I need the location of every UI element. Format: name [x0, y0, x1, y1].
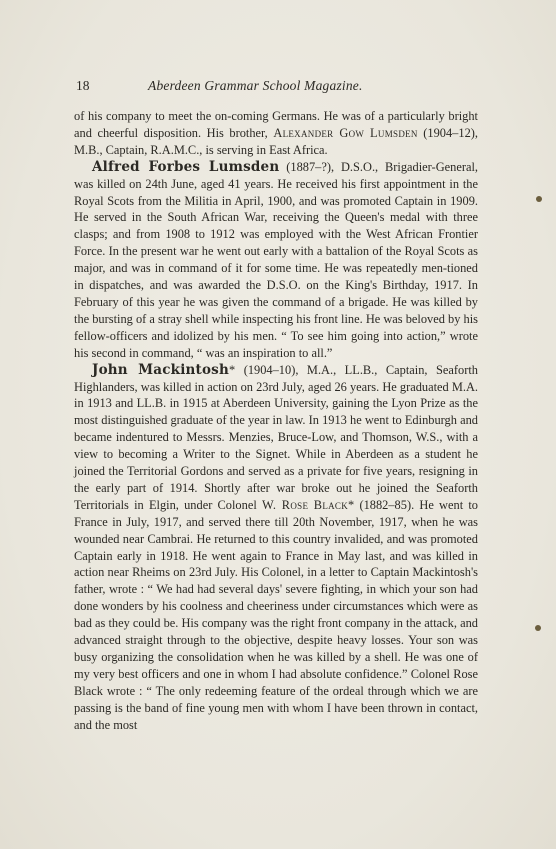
- paragraph-text: * (1904–10), M.A., LL.B., Captain, Seaforth Highlanders, was killed in action on 23rd July, aged 26 years. He graduated M.A. in 1913 and LL.B. in 1915 at Aberdeen University, gaining the Lyon Prize as the most distinguished graduate of the year in law. In 1913 he went to Edinburgh and became indentured to Messrs. Menzies, Bruce-Low, and Thomson, W.S., with a view to becoming a Writer to the Signet. While in Aberdeen as a student he joined the Territorial Gordons and served as a private for five years, resigning in the early part of 1914. Shortly after war broke out he joined the Seaforth Territorials in Elgin, under Colonel: [74, 362, 478, 512]
- page-header: [76, 78, 480, 98]
- person-name: W. Rose Black: [262, 497, 349, 512]
- paragraph-continued: [74, 108, 478, 159]
- entry-name: John Mackintosh: [92, 361, 229, 378]
- paper-speck: [536, 196, 542, 202]
- paper-speck: [535, 625, 541, 631]
- person-name: Alexander Gow Lumsden: [273, 125, 418, 140]
- entry-name: Alfred Forbes Lumsden: [92, 158, 280, 175]
- paragraph-text: * (1882–85). He went to France in July, 1917, and served there till 20th November, 1917, when he was wounded near Cambrai. He returned to this country invalided, and was promoted Captain early in 1918. He went again to France in May last, and was killed in action near Rheims on 23rd July. His Colonel, in a letter to Captain Mackintosh's father, wrote : “ We had had several days' severe fighting, in which your son had done wonders by his coolness and cheeriness under circumstances which were as bad as they could be. His company was the right front company in the attack, and advanced straight through to the objective, despite heavy losses. Your son was busy organizing the consolidation when he was killed by a shell. He was one of my very best officers and one in whom I had absolute confidence.” Colonel Rose Black wrote : “ The only redeeming feature of the ordeal through which we are passing is the band of fine young men with whom I have been thrown in contact, and the most: [74, 497, 478, 732]
- paragraph-text: (1887–?), D.S.O., Brigadier-General, was killed on 24th June, aged 41 years. He received his first appointment in the Royal Scots from the Militia in April, 1900, and was promoted Captain in 1909. He served in the South African War, receiving the Queen's medal with three clasps; and from 1908 to 1912 was employed with the West African Frontier Force. In the present war he went out early with a battalion of the Royal Scots as major, and was in command of it for some time. He was repeatedly men-tioned in dispatches, and was awarded the D.S.O. on the King's Birthday, 1917. In February of this year he was given the command of a brigade. He was killed by the bursting of a stray shell while inspecting his front line. He was beloved by his fellow-officers and idolized by his men. “ To see him going into action,” wrote his second in command, “ was an inspiration to all.”: [74, 159, 478, 360]
- paragraph-lumsden: [74, 159, 478, 362]
- paragraph-mackintosh: [74, 362, 478, 734]
- article-body: [74, 108, 478, 734]
- paragraph-text: (1904–12), M.B., Captain, R.A.M.C., is serving in East Africa.: [74, 125, 478, 157]
- running-title: Aberdeen Grammar School Magazine.: [148, 78, 363, 93]
- paragraph-text: of his company to meet the on-coming Germans. He was of a particularly bright and cheerful disposition. His brother,: [74, 109, 478, 140]
- page-number: 18: [76, 78, 90, 93]
